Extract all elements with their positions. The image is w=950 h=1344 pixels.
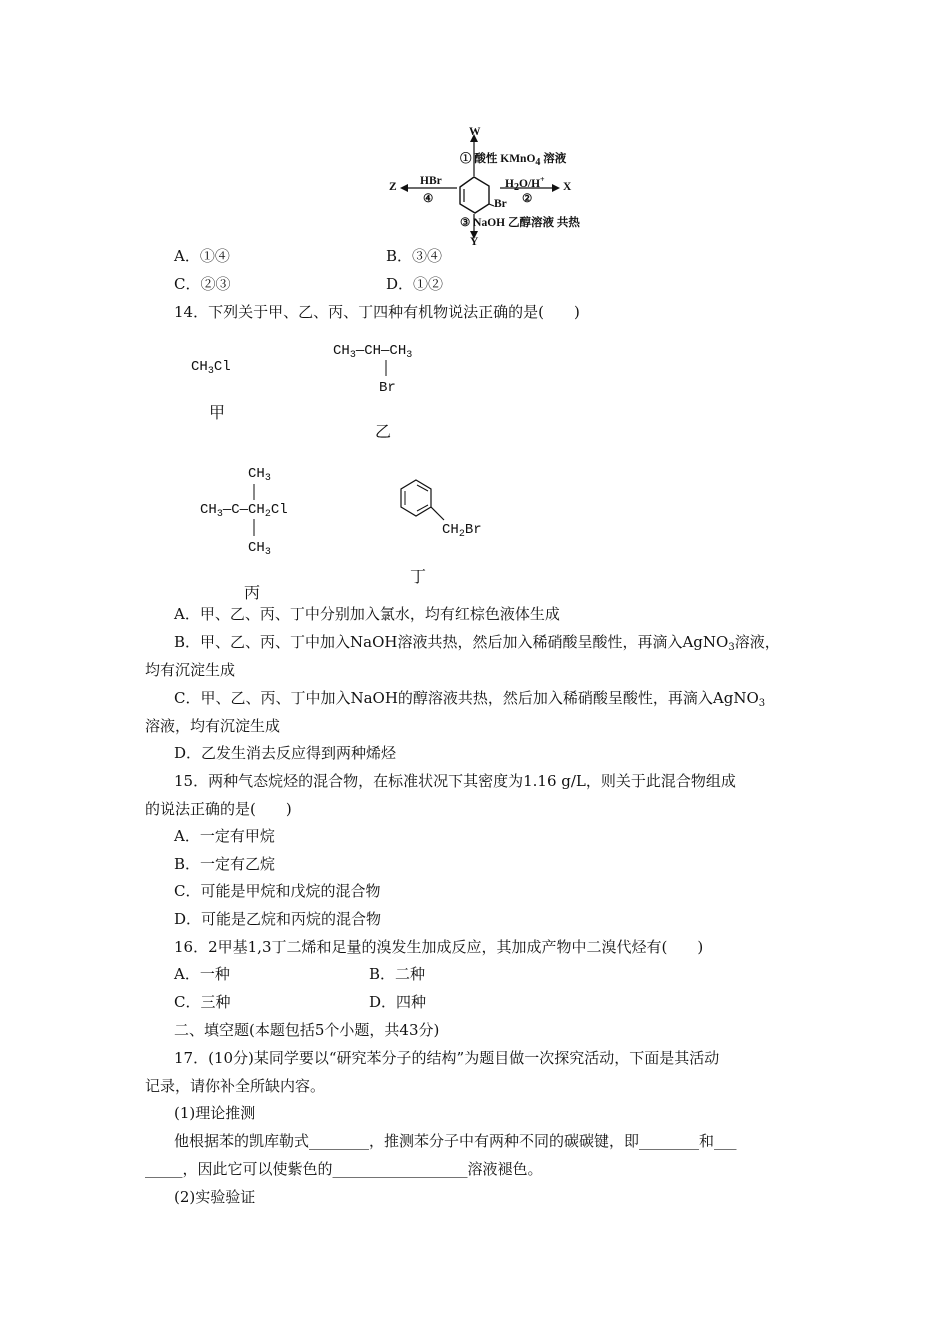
q16-option-a: A．一种 (174, 965, 230, 983)
compound-ding-formula: $CH_2Br$ (442, 522, 482, 540)
section-heading: 二、填空题(本题包括5个小题，共43分) (174, 1021, 440, 1039)
q16-option-c: C．三种 (174, 993, 231, 1011)
q16-stem: 16．2甲基1,3丁二烯和足量的溴发生加成反应，其加成产物中二溴代烃有( ) (174, 938, 704, 956)
q13-option-b: B．③④ (386, 247, 443, 265)
q13-option-c: C．②③ (174, 275, 231, 293)
q15-option-d: D．可能是乙烷和丙烷的混合物 (174, 910, 382, 928)
product-y-label: Y (470, 236, 479, 248)
q17-stem-line2: 记录，请你补全所缺内容。 (145, 1077, 326, 1095)
step3-condition: ③ NaOH 乙醇溶液 共热 (460, 217, 580, 229)
q13-option-d: D．①② (386, 275, 444, 293)
step2-reagent: $H_2O/H^+$ (505, 175, 545, 193)
compound-yi-formula: $CH_3—CH—CH_3$ (333, 343, 413, 361)
compound-ding-benzene (0, 0, 950, 560)
q17-stem-line1: 17．(10分)某同学要以“研究苯分子的结构”为题目做一次探究活动，下面是其活动 (174, 1049, 720, 1067)
compound-bing-label: 丙 (244, 583, 261, 602)
compound-bing-main: $CH_3—C—CH_2Cl$ (200, 502, 288, 520)
q16-option-b: B．二种 (369, 965, 426, 983)
step4-number: ④ (423, 193, 434, 205)
step1-condition: ① 酸性 KMnO$_4$ 溶液 (460, 153, 567, 168)
bromo-substituent: Br (494, 198, 507, 210)
compound-bing-bottom: $CH_3$ (248, 540, 271, 558)
compound-yi-br: Br (379, 380, 396, 396)
compound-bing-top: $CH_3$ (248, 466, 271, 484)
q15-option-a: A．一定有甲烷 (174, 827, 275, 845)
q14-option-b-line2: 均有沉淀生成 (145, 661, 236, 679)
step4-reagent: HBr (420, 175, 442, 187)
compound-yi-label: 乙 (375, 422, 392, 441)
q17-part1-heading: (1)理论推测 (174, 1104, 256, 1122)
product-x-label: X (563, 181, 572, 193)
q17-part2-heading: (2)实验验证 (174, 1188, 256, 1206)
q15-option-b: B．一定有乙烷 (174, 855, 276, 873)
compound-ding-label: 丁 (410, 567, 427, 586)
q14-option-c-line2: 溶液，均有沉淀生成 (145, 717, 281, 735)
q14-option-a: A．甲、乙、丙、丁中分别加入氯水，均有红棕色液体生成 (174, 605, 560, 623)
q14-option-d: D．乙发生消去反应得到两种烯烃 (174, 744, 397, 762)
q14-option-b-line1: B．甲、乙、丙、丁中加入NaOH溶液共热，然后加入稀硝酸呈酸性，再滴入AgNO$_3$溶液， (174, 633, 780, 653)
compound-jia-label: 甲 (209, 403, 226, 422)
q14-option-c-line1: C．甲、乙、丙、丁中加入NaOH的醇溶液共热，然后加入稀硝酸呈酸性，再滴入AgNO$_3$ (174, 689, 766, 709)
product-w-label: W (469, 126, 481, 138)
q17-fill-line2: _____，因此它可以使紫色的__________________溶液褪色。 (145, 1160, 543, 1178)
q13-option-a: A．①④ (174, 247, 230, 265)
q17-fill-line1: 他根据苯的凯库勒式________，推测苯分子中有两种不同的碳碳键，即________和___ (174, 1132, 737, 1150)
product-z-label: Z (389, 181, 397, 193)
q15-stem-line1: 15．两种气态烷烃的混合物，在标准状况下其密度为1.16 g/L，则关于此混合物组成 (174, 772, 736, 790)
q14-stem: 14．下列关于甲、乙、丙、丁四种有机物说法正确的是( ) (174, 303, 580, 321)
q15-option-c: C．可能是甲烷和戊烷的混合物 (174, 882, 381, 900)
q15-stem-line2: 的说法正确的是( ) (145, 800, 292, 818)
compound-jia-formula: $CH_3Cl$ (191, 359, 231, 377)
step2-number: ② (522, 193, 533, 205)
q16-option-d: D．四种 (369, 993, 427, 1011)
